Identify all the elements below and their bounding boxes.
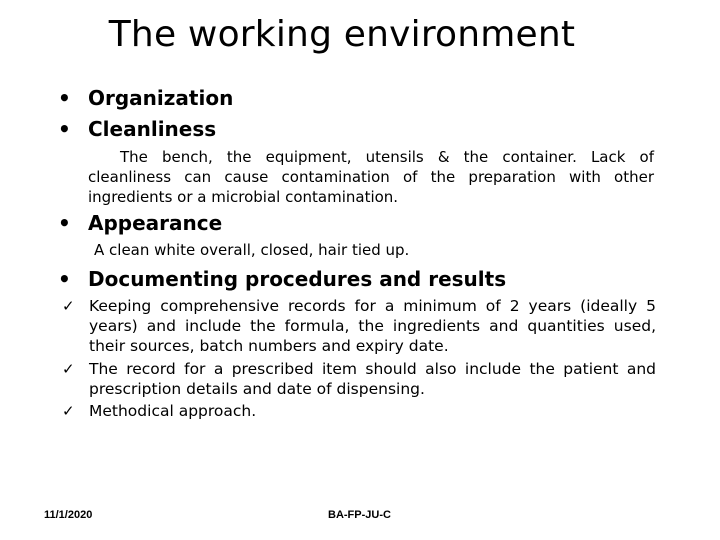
bullet-icon: • bbox=[58, 211, 71, 235]
appearance-text: A clean white overall, closed, hair tied up. bbox=[94, 241, 410, 259]
check-item-text: Methodical approach. bbox=[89, 402, 257, 420]
check-item bbox=[62, 296, 656, 356]
footer-code: BA-FP-JU-C bbox=[328, 509, 391, 521]
bullet-organization bbox=[58, 86, 233, 110]
checkmark-icon: ✓ bbox=[62, 297, 75, 315]
heading-cleanliness: Cleanliness bbox=[88, 117, 217, 141]
bullet-icon: • bbox=[58, 117, 71, 141]
slide-title: The working environment bbox=[108, 14, 576, 55]
check-item bbox=[62, 359, 656, 399]
check-item-text: Keeping comprehensive records for a minimum of 2 years (ideally 5 years) and include the formula, the ingredients and quantities used, their sources, batch numbers and expiry date. bbox=[89, 297, 656, 355]
heading-organization: Organization bbox=[88, 86, 234, 110]
checkmark-icon: ✓ bbox=[62, 360, 75, 378]
bullet-icon: • bbox=[58, 86, 71, 110]
bullet-appearance bbox=[58, 211, 222, 235]
heading-documenting: Documenting procedures and results bbox=[88, 267, 507, 291]
check-item bbox=[62, 401, 656, 421]
heading-appearance: Appearance bbox=[88, 211, 223, 235]
check-item-text: The record for a prescribed item should also include the patient and prescription details and date of dispensing. bbox=[89, 360, 656, 398]
bullet-cleanliness bbox=[58, 117, 216, 141]
footer-date: 11/1/2020 bbox=[44, 509, 93, 521]
checkmark-icon: ✓ bbox=[62, 402, 75, 420]
bullet-icon: • bbox=[58, 267, 71, 291]
bullet-documenting bbox=[58, 267, 506, 291]
cleanliness-text: The bench, the equipment, utensils & the container. Lack of cleanliness can cause contamination of the preparation with other ingredients or a microbial contamination. bbox=[88, 148, 654, 206]
